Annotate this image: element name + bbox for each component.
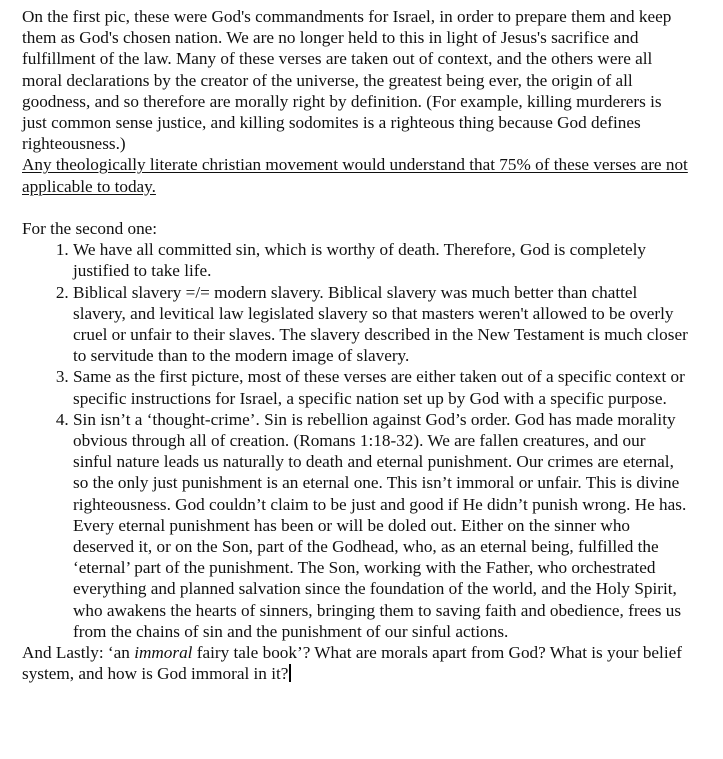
- closing-rest: fairy tale book’? What are morals apart from God? What is your belief system, and how is God immoral in it?: [22, 643, 682, 684]
- closing-lead: And Lastly: ‘an: [22, 643, 135, 663]
- list-item: 2. Biblical slavery =/= modern slavery. Biblical slavery was much better than chattel slavery, and levitical law legislated slavery so that masters weren't allowed to be overly cruel or unfair to their slaves. The slavery described in the New Testament is much closer to servitude than to the modern image of slavery.: [73, 282, 688, 367]
- second-intro: For the second one:: [22, 219, 158, 239]
- underlined-statement: Any theologically literate christian movement would understand that 75% of these verses are not applicable to today.: [22, 155, 688, 196]
- list-item: 4. Sin isn’t a ‘thought-crime’. Sin is rebellion against God’s order. God has made morality obvious through all of creation. (Romans 1:18-32). We are fallen creatures, and our sinful nature leads us naturally to death and eternal punishment. Our crimes are eternal, so the only just punishment is an eternal one. This isn’t immoral or unfair. This is divine righteousness. God couldn’t claim to be just and good if He didn’t punish wrong. He has. Every eternal punishment has been or will be doled out. Either on the sinner who deserved it, or on the Son, part of the Godhead, who, as an eternal being, fulfilled the ‘eternal’ part of the punishment. The Son, working with the Father, who orchestrated everything and planned salvation since the foundation of the world, and the Holy Spirit, who awakens the hearts of sinners, bringing them to saving faith and obedience, frees us from the chains of sin and the punishment of our sinful actions.: [73, 409, 688, 642]
- numbered-list: [22, 239, 688, 642]
- paragraph-first-picture: On the first pic, these were God's commandments for Israel, in order to prepare them and keep them as God's chosen nation. We are no longer held to this in light of Jesus's sacrifice and fulfillment of the law. Many of these verses are taken out of context, and the others were all moral declarations by the creator of the universe, the greatest being ever, the origin of all goodness, and so therefore are morally right by definition. (For example, killing murderers is just common sense justice, and killing sodomites is a righteous thing because God defines righteousness.): [22, 7, 672, 154]
- blank-line: [22, 197, 688, 218]
- closing-paragraph: [22, 642, 688, 684]
- list-item: 3. Same as the first picture, most of these verses are either taken out of a specific context or specific instructions for Israel, a specific nation set up by God with a specific purpose.: [73, 366, 688, 408]
- closing-italic-word: immoral: [134, 643, 193, 663]
- text-cursor: [289, 664, 291, 682]
- list-item: 1. We have all committed sin, which is worthy of death. Therefore, God is completely justified to take life.: [73, 239, 688, 281]
- document-body[interactable]: [22, 6, 688, 684]
